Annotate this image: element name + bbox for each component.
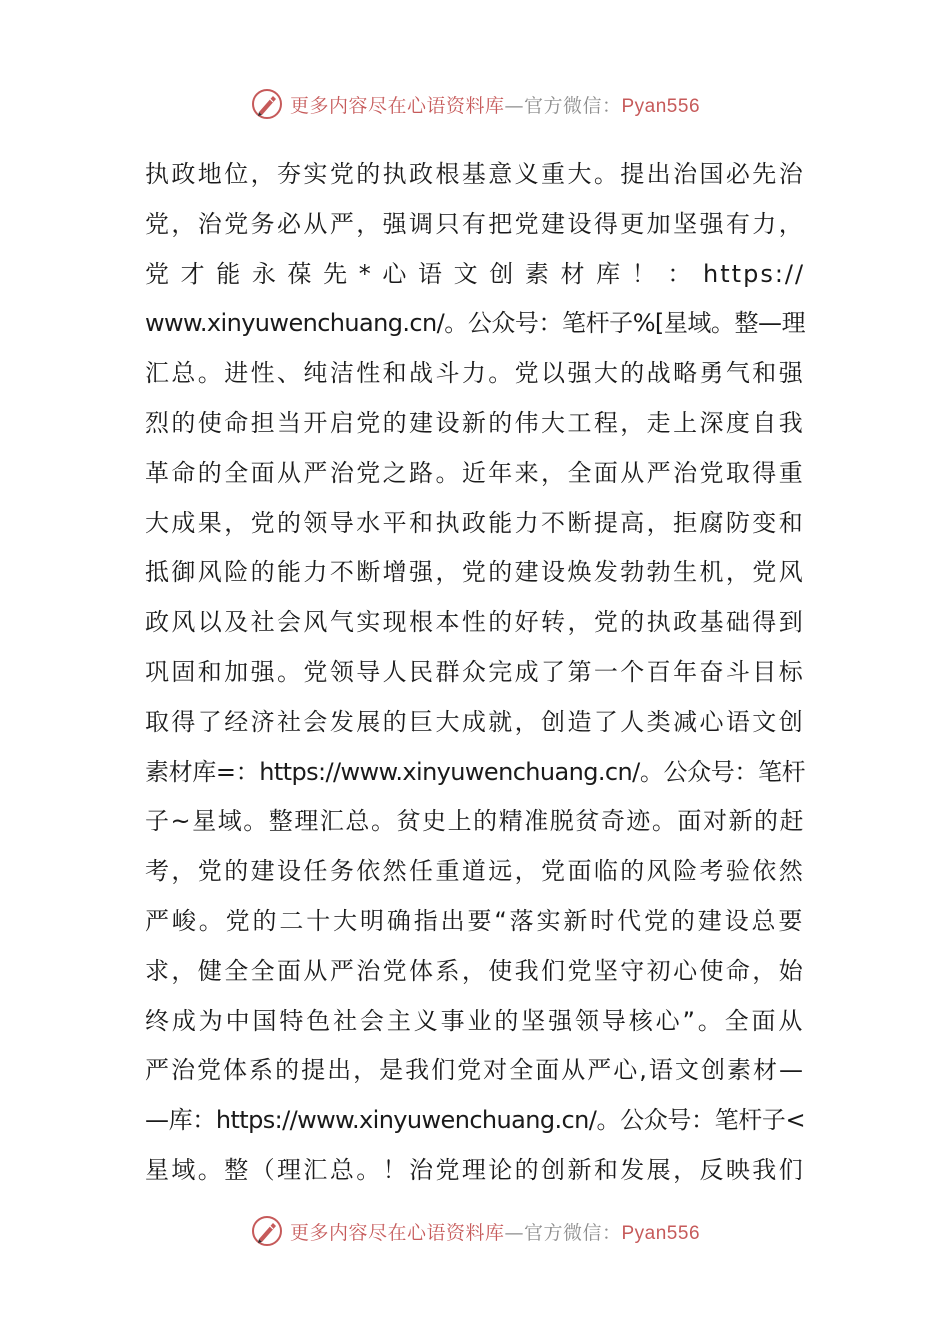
text-line: 终成为中国特色社会主义事业的坚强领导核心”。全面从: [145, 1006, 805, 1035]
text-line: 求，健全全面从严治党体系，使我们党坚守初心使命，始: [145, 956, 805, 985]
banner-text: [290, 91, 700, 118]
document-body: [145, 150, 805, 1196]
wechat-id: Pyan556: [621, 95, 701, 117]
text-line: 烈的使命担当开启党的建设新的伟大工程，走上深度自我: [145, 408, 805, 437]
text-line: 党，治党务必从严，强调只有把党建设得更加坚强有力，: [145, 209, 805, 238]
banner-separator: —: [504, 1221, 524, 1244]
text-line: 大成果，党的领导水平和执政能力不断提高，拒腐防变和: [145, 508, 805, 537]
brand-text: 更多内容尽在心语资料库: [289, 1221, 505, 1244]
text-line: 巩固和加强。党领导人民群众完成了第一个百年奋斗目标: [145, 657, 805, 686]
text-line: 党 才 能 永 葆 先 * 心 语 文 创 素 材 库 ！ ： https://: [145, 259, 805, 288]
banner-text: [290, 1218, 700, 1245]
pen-logo-icon: [250, 87, 284, 121]
text-line: 执政地位，夯实党的执政根基意义重大。提出治国必先治: [145, 160, 805, 188]
text-line: 革命的全面从严治党之路。近年来，全面从严治党取得重: [145, 458, 805, 487]
wechat-label: 官方微信：: [523, 94, 622, 117]
banner-separator: —: [504, 94, 524, 117]
text-line: 星域。整（理汇总。！治党理论的创新和发展，反映我们: [145, 1155, 805, 1184]
text-line: www.xinyuwenchuang.cn/。公众号：笔杆子%[星域。整—理: [145, 309, 805, 338]
wechat-id: Pyan556: [621, 1222, 701, 1244]
text-line: 考，党的建设任务依然任重道远，党面临的风险考验依然: [145, 857, 805, 886]
header-banner: [0, 84, 950, 124]
brand-text: 更多内容尽在心语资料库: [289, 94, 505, 117]
text-line: 素材库=：https://www.xinyuwenchuang.cn/。公众号：笔杆: [145, 757, 805, 786]
text-line: 严治党体系的提出，是我们党对全面从严心,语文创素材—: [145, 1056, 805, 1085]
text-line: 政风以及社会风气实现根本性的好转，党的执政基础得到: [145, 608, 805, 637]
text-line: 严峻。党的二十大明确指出要“落实新时代党的建设总要: [145, 906, 805, 935]
text-line: 取得了经济社会发展的巨大成就，创造了人类减心语文创: [145, 707, 805, 736]
wechat-label: 官方微信：: [523, 1221, 622, 1244]
footer-banner: [0, 1211, 950, 1251]
text-line: 抵御风险的能力不断增强，党的建设焕发勃勃生机，党风: [145, 558, 805, 587]
pen-logo-icon: [250, 1214, 284, 1248]
text-line: 子~星域。整理汇总。贫史上的精准脱贫奇迹。面对新的赶: [145, 807, 805, 836]
text-line: 汇总。进性、纯洁性和战斗力。党以强大的战略勇气和强: [145, 359, 805, 388]
text-line: —库：https://www.xinyuwenchuang.cn/。公众号：笔杆子<: [145, 1106, 805, 1135]
